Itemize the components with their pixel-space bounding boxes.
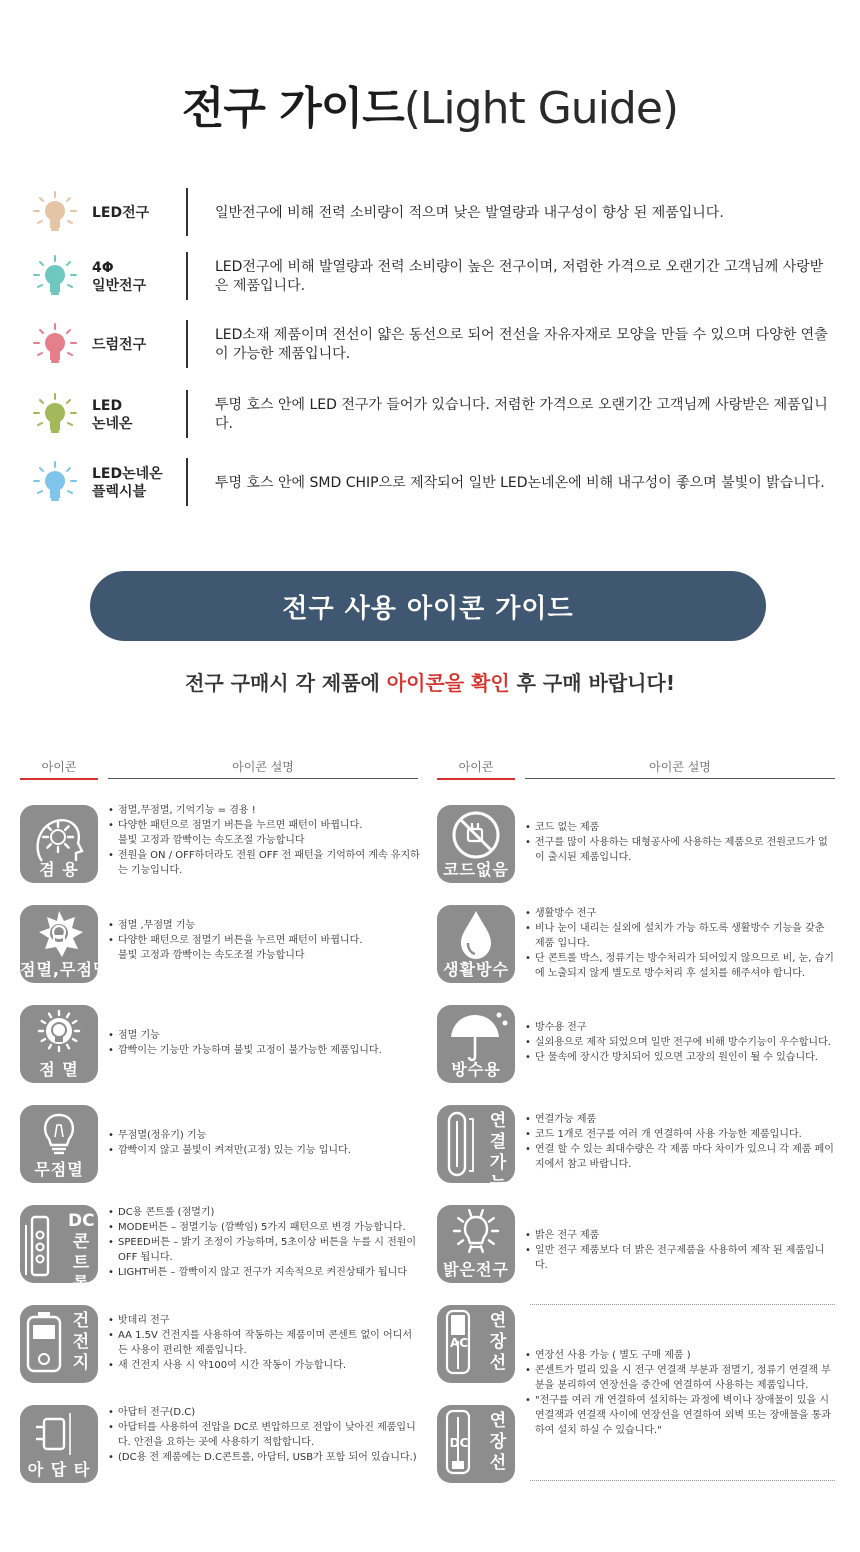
- description-line: • MODE버튼 – 점멸기능 (깜빡임) 5가지 패턴으로 변경 가능합니다.: [108, 1220, 420, 1235]
- notice-after: 후 구매 바랍니다!: [509, 671, 675, 695]
- description-line: • 깜빡이지 않고 불빛이 켜져만(고정) 있는 기능 입니다.: [108, 1143, 420, 1158]
- icon-label: 무점멸: [34, 1160, 84, 1179]
- icon-label: 건 전 지: [72, 1311, 90, 1373]
- description-line: • 다양한 패턴으로 점멸기 버튼을 누르면 패턴이 바뀝니다. 불빛 고정과 깜빡이는 속도조절 가능합니다: [108, 818, 420, 848]
- bulb-name: LED전구: [92, 205, 150, 221]
- bulb-icon: [32, 254, 78, 300]
- icon-label: 점 멸: [39, 1060, 79, 1079]
- sun-bulb-icon: [20, 905, 110, 983]
- right-desc-header: 아이콘 설명: [649, 760, 711, 774]
- description-line: • 새 건전지 사용 시 약100여 시간 작동이 가능합니다.: [108, 1358, 420, 1373]
- bulb-name: 4Φ 일반전구: [92, 260, 147, 294]
- bulb-name: LED논네온 플렉시블: [92, 466, 163, 500]
- description-line: • SPEED버튼 – 밝기 조정이 가능하며, 5초이상 버튼을 누를 시 전원이 OFF 됩니다.: [108, 1235, 420, 1265]
- description-line: • 코드 1개로 전구를 여러 개 연결하여 사용 가능한 제품입니다.: [525, 1127, 837, 1142]
- icon-label: DC 콘 트 롤: [68, 1211, 95, 1294]
- left-desc-header: 아이콘 설명: [232, 760, 294, 774]
- water-drop-icon: [437, 905, 515, 983]
- description-line: • 단 물속에 장시간 방치되어 있으면 고장의 원인이 될 수 있습니다.: [525, 1050, 837, 1065]
- icon-description: [525, 1112, 837, 1172]
- battery-icon: [20, 1305, 98, 1383]
- extension-bottom-divider: [530, 1480, 835, 1481]
- description-line: • 전원을 ON / OFF하더라도 전원 OFF 전 패턴을 기억하여 계속 유지하는 기능입니다.: [108, 848, 420, 878]
- bulb-description: 일반전구에 비해 전력 소비량이 적으며 낮은 발열량과 내구성이 향상 된 제품입니다.: [215, 204, 724, 221]
- dc-controller-icon: [20, 1205, 98, 1294]
- icon-description: [525, 820, 837, 865]
- extension-top-divider: [530, 1304, 835, 1305]
- description-line: • 일반 전구 제품보다 더 밝은 전구제품을 사용하여 제작 된 제품입니다.: [525, 1243, 837, 1273]
- icon-label: 코드없음: [443, 860, 509, 879]
- icon-description: [108, 1028, 420, 1058]
- linked-strand-icon: [437, 1105, 515, 1194]
- icon-sublabel: DC: [449, 1436, 469, 1450]
- icon-sublabel: AC: [449, 1336, 469, 1350]
- description-line: • 밝은 전구 제품: [525, 1228, 837, 1243]
- bulb-divider: [186, 390, 188, 438]
- description-line: • DC용 콘트롤 (점멸기): [108, 1205, 420, 1220]
- bulb-divider: [186, 252, 188, 300]
- left-icon-header-rule: [20, 778, 98, 780]
- bulb-row: [32, 188, 832, 238]
- description-line: • 연결가능 제품: [525, 1112, 837, 1127]
- icon-label: 방수용: [451, 1060, 501, 1079]
- description-line: • 밧데리 전구: [108, 1313, 420, 1328]
- icon-label: 겸 용: [39, 860, 79, 879]
- icon-description: [108, 1205, 420, 1280]
- description-line: • "전구를 여러 개 연결하여 설치하는 과정에 벽이나 장애물이 있을 시 연결잭과 연결잭 사이에 연장선을 연결하여 외벽 또는 장애물을 통과하여 설치 하실 수 있습니다.": [525, 1393, 837, 1438]
- description-line: • 연결 할 수 있는 최대수량은 각 제품 마다 차이가 있으니 각 제품 페이지에서 참고 바랍니다.: [525, 1142, 837, 1172]
- icon-guide-banner: 전구 사용 아이콘 가이드: [90, 571, 766, 641]
- description-line: • 깜빡이는 기능만 가능하며 불빛 고정이 불가능한 제품입니다.: [108, 1043, 420, 1058]
- left-desc-header-rule: [108, 778, 418, 779]
- icon-description: [108, 918, 420, 963]
- description-line: • LIGHT버튼 – 깜빡이지 않고 전구가 지속적으로 켜진상태가 됩니다: [108, 1265, 420, 1280]
- adapter-plug-icon: [20, 1405, 98, 1483]
- icon-description: [525, 1020, 837, 1065]
- bulb-divider: [186, 188, 188, 236]
- description-line: • 방수용 전구: [525, 1020, 837, 1035]
- description-line: • 콘센트가 멀리 있을 시 전구 연결잭 부분과 점멸기, 정류기 연결잭 부분을 분리하여 연장선을 중간에 연결하여 사용하는 제품입니다.: [525, 1363, 837, 1393]
- left-icon-header: 아이콘: [41, 760, 77, 774]
- icon-description: [108, 803, 420, 878]
- icon-description: [525, 1228, 837, 1273]
- description-line: • AA 1.5V 건전지를 사용하여 작동하는 제품이며 콘센트 없이 어디서든 사용이 편리한 제품입니다.: [108, 1328, 420, 1358]
- description-line: • 실외용으로 제작 되었으며 일반 전구에 비해 방수기능이 우수합니다.: [525, 1035, 837, 1050]
- icon-description: [525, 906, 837, 981]
- icon-label: 연 결 가 능: [489, 1111, 507, 1194]
- steady-bulb-icon: [20, 1105, 98, 1183]
- description-line: • 연장선 사용 가능 ( 별도 구매 제품 ): [525, 1348, 837, 1363]
- bulb-icon: [32, 322, 78, 368]
- bulb-icon: [32, 190, 78, 236]
- page-title: [0, 72, 860, 136]
- icon-label: 점멸,무점멸: [20, 960, 110, 979]
- description-line: • 아답터 전구(D.C): [108, 1405, 420, 1420]
- ac-extension-icon: [437, 1305, 515, 1383]
- bulb-description: LED소재 제품이며 전선이 얇은 동선으로 되어 전선을 자유자재로 모양을 만들 수 있으며 다양한 연출이 가능한 제품입니다.: [215, 327, 828, 362]
- bulb-name: 드럼전구: [92, 337, 147, 353]
- icon-label: 아 답 타: [27, 1460, 91, 1479]
- icon-description: [108, 1313, 420, 1373]
- icon-description: [108, 1128, 420, 1158]
- icon-label: 연 장 선: [489, 1311, 507, 1373]
- purchase-notice: [0, 667, 860, 696]
- bulb-icon: [32, 392, 78, 438]
- description-line: • 점멸 ,무점멸 기능: [108, 918, 420, 933]
- bulb-row: [32, 320, 832, 370]
- bulb-row: [32, 390, 832, 440]
- bulb-divider: [186, 320, 188, 368]
- description-line: • 비나 눈이 내리는 실외에 설치가 가능 하도록 생활방수 기능을 갖춘 제품 입니다.: [525, 921, 837, 951]
- right-icon-header-rule: [437, 778, 515, 780]
- dc-extension-icon: [437, 1405, 515, 1483]
- bulb-name: LED 논네온: [92, 398, 133, 432]
- bulb-row: [32, 252, 832, 302]
- icon-label: 밝은전구: [443, 1260, 509, 1279]
- right-desc-header-rule: [525, 778, 835, 779]
- description-line: • 생활방수 전구: [525, 906, 837, 921]
- no-plug-icon: [437, 805, 515, 883]
- gear-bulb-head-icon: [20, 805, 98, 883]
- description-line: • 점멸 기능: [108, 1028, 420, 1043]
- icon-description: [525, 1348, 837, 1438]
- bulb-description: LED전구에 비해 발열량과 전력 소비량이 높은 전구이며, 저렴한 가격으로 오랜기간 고객님께 사랑받은 제품입니다.: [215, 259, 824, 294]
- icon-label: 생활방수: [443, 960, 509, 979]
- description-line: • 무점멸(정유기) 기능: [108, 1128, 420, 1143]
- description-line: • 아답터를 사용하여 전압을 DC로 변압하므로 전압이 낮아진 제품입니다. 안전을 요하는 곳에 사용하기 적합합니다.: [108, 1420, 420, 1450]
- umbrella-icon: [437, 1005, 515, 1083]
- description-line: • 전구를 많이 사용하는 대형공사에 사용하는 제품으로 전원코드가 없이 출시된 제품입니다.: [525, 835, 837, 865]
- title-korean: 전구 가이드: [181, 83, 404, 134]
- bright-bulb-icon: [437, 1205, 515, 1283]
- bulb-icon: [32, 460, 78, 506]
- description-line: • 다양한 패턴으로 점멸기 버튼을 누르면 패턴이 바뀝니다. 불빛 고정과 깜빡이는 속도조절 가능합니다: [108, 933, 420, 963]
- description-line: • 점멸,무점멸, 기억기능 = 겸용 !: [108, 803, 420, 818]
- bulb-row: [32, 458, 832, 508]
- icon-description: [108, 1405, 420, 1465]
- bulb-divider: [186, 458, 188, 506]
- right-icon-header: 아이콘: [458, 760, 494, 774]
- title-english: (Light Guide): [403, 83, 679, 134]
- description-line: • 단 콘트롤 박스, 정류기는 방수처리가 되어있지 않으므로 비, 눈, 습기에 노출되지 않게 별도로 방수처리 후 설치를 해주셔야 합니다.: [525, 951, 837, 981]
- notice-highlight: 아이콘을 확인: [386, 671, 510, 695]
- bulb-description: 투명 호스 안에 LED 전구가 들어가 있습니다. 저렴한 가격으로 오랜기간 고객님께 사랑받은 제품입니다.: [215, 397, 828, 432]
- description-line: • 코드 없는 제품: [525, 820, 837, 835]
- icon-label: 연 장 선: [489, 1411, 507, 1473]
- notice-before: 전구 구매시 각 제품에: [185, 671, 387, 695]
- blink-bulb-icon: [20, 1005, 98, 1083]
- description-line: • (DC용 전 제품에는 D.C콘트롤, 아답터, USB가 포함 되어 있습니다.): [108, 1450, 420, 1465]
- bulb-description: 투명 호스 안에 SMD CHIP으로 제작되어 일반 LED논네온에 비해 내구성이 좋으며 불빛이 밝습니다.: [215, 474, 825, 491]
